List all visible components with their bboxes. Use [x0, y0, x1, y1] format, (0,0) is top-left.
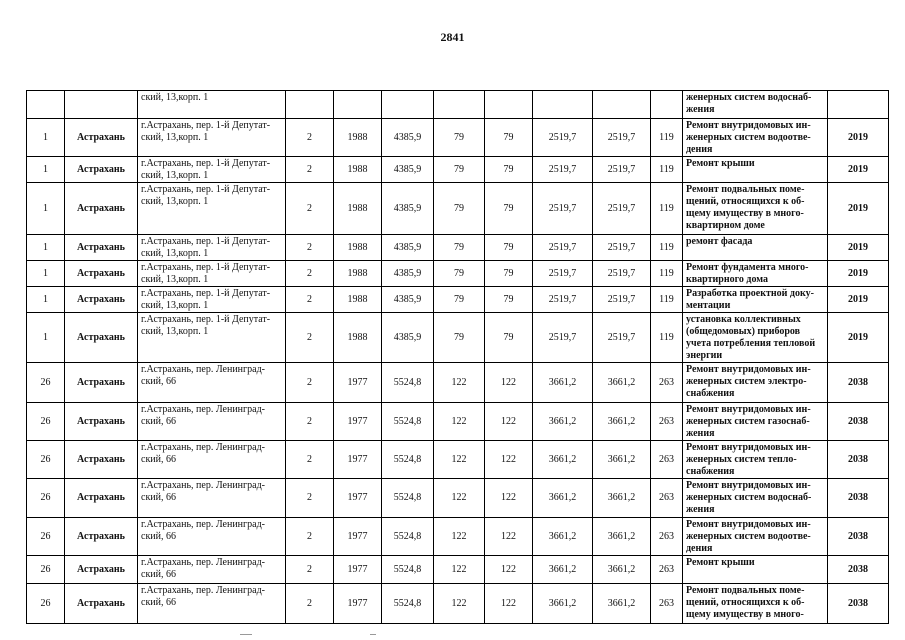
residents-cell: 119: [651, 261, 683, 287]
plan-year-cell: 2019: [828, 157, 889, 183]
address-line: ский, 66: [141, 597, 176, 608]
address-cell: [138, 235, 286, 261]
address-line: г.Астрахань, пер. 1-й Депутат-: [141, 236, 271, 247]
residents-cell: 119: [651, 157, 683, 183]
address-cell: [138, 403, 286, 441]
work-type-cell: [683, 584, 828, 624]
total-area-cell: 4385,9: [382, 119, 434, 157]
address-cell: [138, 313, 286, 363]
address-line: г.Астрахань, пер. Ленинград-: [141, 585, 265, 596]
address-line: г.Астрахань, пер. 1-й Депутат-: [141, 158, 271, 169]
num-cell: 1: [27, 119, 65, 157]
residents-cell: 263: [651, 518, 683, 556]
count-cell: 122: [434, 556, 485, 584]
area-cell: 3661,2: [593, 441, 651, 479]
residents-cell: 119: [651, 287, 683, 313]
work-type-line: установка коллективных: [686, 314, 801, 325]
count-cell: 122: [434, 584, 485, 624]
area-cell: 2519,7: [593, 261, 651, 287]
count-cell: 122: [485, 518, 533, 556]
count-cell: 122: [485, 441, 533, 479]
address-line: г.Астрахань, пер. 1-й Депутат-: [141, 314, 271, 325]
floors-cell: 2: [286, 157, 334, 183]
address-cell: [138, 183, 286, 235]
housing-repair-table: [26, 90, 889, 624]
area-cell: 3661,2: [593, 479, 651, 518]
plan-year-cell: 2038: [828, 363, 889, 403]
floors-cell: 2: [286, 479, 334, 518]
area-cell: 3661,2: [593, 403, 651, 441]
city-cell: Астрахань: [65, 403, 138, 441]
work-type-line: Ремонт внутридомовых ин-: [686, 120, 811, 131]
table-row: [27, 556, 889, 584]
area-cell: 2519,7: [593, 235, 651, 261]
work-type-line: (общедомовых) приборов: [686, 326, 801, 337]
plan-year-cell: 2038: [828, 518, 889, 556]
plan-year-cell: 2019: [828, 313, 889, 363]
plan-year-cell: 2038: [828, 556, 889, 584]
work-type-line: Ремонт фундамента много-: [686, 262, 809, 273]
total-area-cell: 5524,8: [382, 518, 434, 556]
count-cell: [485, 91, 533, 119]
address-line: ский, 13,корп. 1: [141, 92, 209, 103]
work-type-line: щему имуществу в много-: [686, 208, 804, 219]
address-line: г.Астрахань, пер. 1-й Депутат-: [141, 184, 271, 195]
num-cell: 1: [27, 261, 65, 287]
city-cell: Астрахань: [65, 235, 138, 261]
work-type-cell: [683, 157, 828, 183]
address-line: ский, 66: [141, 531, 176, 542]
area-cell: 3661,2: [593, 556, 651, 584]
residents-cell: 119: [651, 235, 683, 261]
work-type-line: Ремонт внутридомовых ин-: [686, 404, 811, 415]
count-cell: 79: [434, 119, 485, 157]
count-cell: 122: [434, 403, 485, 441]
num-cell: 26: [27, 518, 65, 556]
work-type-line: щений, относящихся к об-: [686, 196, 805, 207]
work-type-line: Ремонт крыши: [686, 158, 755, 169]
address-line: г.Астрахань, пер. Ленинград-: [141, 557, 265, 568]
address-cell: [138, 261, 286, 287]
address-line: г.Астрахань, пер. Ленинград-: [141, 480, 265, 491]
address-line: ский, 66: [141, 416, 176, 427]
table-row: [27, 287, 889, 313]
table-row: [27, 479, 889, 518]
built-year-cell: 1977: [334, 363, 382, 403]
residents-cell: 263: [651, 584, 683, 624]
work-type-line: жения: [686, 428, 715, 439]
area-cell: [533, 91, 593, 119]
area-cell: 2519,7: [533, 157, 593, 183]
table-row: [27, 157, 889, 183]
work-type-line: квартирного дома: [686, 274, 768, 285]
built-year-cell: 1988: [334, 183, 382, 235]
built-year-cell: 1988: [334, 157, 382, 183]
work-type-cell: [683, 518, 828, 556]
table-body: [27, 91, 889, 624]
built-year-cell: 1988: [334, 287, 382, 313]
num-cell: 26: [27, 441, 65, 479]
work-type-line: ментации: [686, 300, 731, 311]
work-type-cell: [683, 441, 828, 479]
work-type-cell: [683, 119, 828, 157]
address-cell: [138, 518, 286, 556]
address-line: ский, 13,корп. 1: [141, 132, 209, 143]
count-cell: 122: [485, 556, 533, 584]
work-type-line: женерных систем водоотве-: [686, 132, 811, 143]
built-year-cell: [334, 91, 382, 119]
count-cell: 122: [485, 363, 533, 403]
residents-cell: 263: [651, 556, 683, 584]
work-type-line: энергии: [686, 350, 723, 361]
floors-cell: 2: [286, 261, 334, 287]
built-year-cell: 1977: [334, 556, 382, 584]
area-cell: 3661,2: [593, 363, 651, 403]
area-cell: 2519,7: [593, 183, 651, 235]
num-cell: 26: [27, 479, 65, 518]
table-row: [27, 584, 889, 624]
city-cell: Астрахань: [65, 518, 138, 556]
built-year-cell: 1977: [334, 518, 382, 556]
floors-cell: 2: [286, 518, 334, 556]
area-cell: 3661,2: [533, 518, 593, 556]
plan-year-cell: 2038: [828, 479, 889, 518]
work-type-line: Разработка проектной доку-: [686, 288, 814, 299]
built-year-cell: 1988: [334, 119, 382, 157]
count-cell: 79: [485, 157, 533, 183]
total-area-cell: 4385,9: [382, 313, 434, 363]
work-type-line: женерных систем тепло-: [686, 454, 797, 465]
residents-cell: 119: [651, 119, 683, 157]
address-line: г.Астрахань, пер. Ленинград-: [141, 404, 265, 415]
address-cell: [138, 119, 286, 157]
work-type-line: щему имуществу в много-: [686, 609, 804, 620]
work-type-line: ремонт фасада: [686, 236, 753, 247]
plan-year-cell: 2038: [828, 441, 889, 479]
table-row: [27, 441, 889, 479]
work-type-cell: [683, 313, 828, 363]
page-number: 2841: [440, 30, 465, 44]
area-cell: 2519,7: [593, 157, 651, 183]
num-cell: 1: [27, 183, 65, 235]
area-cell: 2519,7: [533, 313, 593, 363]
count-cell: 79: [485, 287, 533, 313]
built-year-cell: 1977: [334, 441, 382, 479]
work-type-line: снабжения: [686, 466, 735, 477]
address-cell: [138, 157, 286, 183]
total-area-cell: 4385,9: [382, 183, 434, 235]
floors-cell: 2: [286, 235, 334, 261]
table-row: [27, 518, 889, 556]
floors-cell: 2: [286, 287, 334, 313]
residents-cell: 263: [651, 479, 683, 518]
total-area-cell: 5524,8: [382, 479, 434, 518]
total-area-cell: 4385,9: [382, 157, 434, 183]
plan-year-cell: 2019: [828, 119, 889, 157]
built-year-cell: 1977: [334, 584, 382, 624]
city-cell: Астрахань: [65, 556, 138, 584]
address-line: г.Астрахань, пер. 1-й Депутат-: [141, 288, 271, 299]
work-type-line: снабжения: [686, 388, 735, 399]
table-row: [27, 235, 889, 261]
count-cell: 79: [485, 119, 533, 157]
address-cell: [138, 441, 286, 479]
work-type-line: Ремонт внутридомовых ин-: [686, 519, 811, 530]
address-line: ский, 66: [141, 376, 176, 387]
floors-cell: 2: [286, 441, 334, 479]
floors-cell: 2: [286, 556, 334, 584]
built-year-cell: 1977: [334, 403, 382, 441]
address-line: г.Астрахань, пер. 1-й Депутат-: [141, 262, 271, 273]
plan-year-cell: 2019: [828, 287, 889, 313]
work-type-cell: [683, 91, 828, 119]
address-cell: [138, 363, 286, 403]
num-cell: 26: [27, 403, 65, 441]
area-cell: 3661,2: [593, 584, 651, 624]
scan-mark: [240, 634, 252, 635]
city-cell: Астрахань: [65, 119, 138, 157]
floors-cell: 2: [286, 313, 334, 363]
count-cell: 79: [434, 157, 485, 183]
area-cell: 3661,2: [533, 584, 593, 624]
work-type-cell: [683, 183, 828, 235]
total-area-cell: 5524,8: [382, 403, 434, 441]
floors-cell: 2: [286, 584, 334, 624]
area-cell: 2519,7: [533, 183, 593, 235]
work-type-line: женерных систем газоснаб-: [686, 416, 810, 427]
address-line: ский, 66: [141, 492, 176, 503]
floors-cell: 2: [286, 363, 334, 403]
work-type-cell: [683, 403, 828, 441]
table-row: [27, 261, 889, 287]
work-type-line: жения: [686, 104, 715, 115]
count-cell: 79: [485, 183, 533, 235]
city-cell: Астрахань: [65, 313, 138, 363]
address-line: ский, 13,корп. 1: [141, 248, 209, 259]
area-cell: [593, 91, 651, 119]
count-cell: 79: [485, 235, 533, 261]
work-type-line: Ремонт внутридомовых ин-: [686, 364, 811, 375]
address-line: ский, 13,корп. 1: [141, 196, 209, 207]
count-cell: 79: [485, 313, 533, 363]
work-type-line: женерных систем водоотве-: [686, 531, 811, 542]
num-cell: 1: [27, 157, 65, 183]
work-type-line: дения: [686, 144, 713, 155]
count-cell: 79: [434, 183, 485, 235]
address-line: г.Астрахань, пер. Ленинград-: [141, 519, 265, 530]
count-cell: 79: [434, 287, 485, 313]
city-cell: Астрахань: [65, 479, 138, 518]
plan-year-cell: 2019: [828, 235, 889, 261]
plan-year-cell: 2038: [828, 403, 889, 441]
num-cell: 26: [27, 584, 65, 624]
city-cell: Астрахань: [65, 287, 138, 313]
address-cell: [138, 479, 286, 518]
address-line: г.Астрахань, пер. 1-й Депутат-: [141, 120, 271, 131]
work-type-cell: [683, 261, 828, 287]
address-line: г.Астрахань, пер. Ленинград-: [141, 364, 265, 375]
area-cell: 2519,7: [593, 119, 651, 157]
work-type-cell: [683, 479, 828, 518]
area-cell: 2519,7: [533, 287, 593, 313]
address-cell: [138, 287, 286, 313]
plan-year-cell: 2019: [828, 183, 889, 235]
work-type-line: Ремонт подвальных поме-: [686, 585, 805, 596]
city-cell: Астрахань: [65, 584, 138, 624]
city-cell: [65, 91, 138, 119]
count-cell: 79: [485, 261, 533, 287]
work-type-cell: [683, 235, 828, 261]
city-cell: Астрахань: [65, 363, 138, 403]
count-cell: 122: [485, 403, 533, 441]
num-cell: 1: [27, 313, 65, 363]
table-row: [27, 313, 889, 363]
residents-cell: 263: [651, 441, 683, 479]
work-type-line: щений, относящихся к об-: [686, 597, 805, 608]
residents-cell: 263: [651, 403, 683, 441]
city-cell: Астрахань: [65, 157, 138, 183]
count-cell: 79: [434, 235, 485, 261]
total-area-cell: 4385,9: [382, 235, 434, 261]
total-area-cell: 5524,8: [382, 556, 434, 584]
floors-cell: 2: [286, 403, 334, 441]
address-line: ский, 13,корп. 1: [141, 326, 209, 337]
work-type-line: женерных систем электро-: [686, 376, 807, 387]
area-cell: 3661,2: [533, 403, 593, 441]
count-cell: 122: [434, 441, 485, 479]
total-area-cell: 5524,8: [382, 584, 434, 624]
count-cell: [434, 91, 485, 119]
work-type-line: женерных систем водоснаб-: [686, 492, 812, 503]
address-line: г.Астрахань, пер. Ленинград-: [141, 442, 265, 453]
total-area-cell: [382, 91, 434, 119]
table-row: [27, 403, 889, 441]
area-cell: 3661,2: [533, 441, 593, 479]
city-cell: Астрахань: [65, 183, 138, 235]
table-row: [27, 91, 889, 119]
work-type-line: Ремонт внутридомовых ин-: [686, 480, 811, 491]
city-cell: Астрахань: [65, 261, 138, 287]
count-cell: 122: [485, 584, 533, 624]
plan-year-cell: 2019: [828, 261, 889, 287]
address-cell: [138, 556, 286, 584]
area-cell: 2519,7: [593, 287, 651, 313]
residents-cell: 263: [651, 363, 683, 403]
area-cell: 2519,7: [593, 313, 651, 363]
area-cell: 2519,7: [533, 119, 593, 157]
floors-cell: 2: [286, 183, 334, 235]
num-cell: 1: [27, 287, 65, 313]
area-cell: 3661,2: [533, 479, 593, 518]
work-type-line: дения: [686, 543, 713, 554]
table-row: [27, 363, 889, 403]
address-cell: [138, 584, 286, 624]
work-type-line: Ремонт крыши: [686, 557, 755, 568]
count-cell: 122: [434, 479, 485, 518]
plan-year-cell: [828, 91, 889, 119]
residents-cell: 119: [651, 313, 683, 363]
city-cell: Астрахань: [65, 441, 138, 479]
area-cell: 3661,2: [533, 363, 593, 403]
address-line: ский, 66: [141, 569, 176, 580]
address-line: ский, 13,корп. 1: [141, 274, 209, 285]
area-cell: 3661,2: [533, 556, 593, 584]
work-type-line: квартирном доме: [686, 220, 765, 231]
num-cell: 26: [27, 363, 65, 403]
built-year-cell: 1977: [334, 479, 382, 518]
work-type-line: Ремонт подвальных поме-: [686, 184, 805, 195]
built-year-cell: 1988: [334, 235, 382, 261]
count-cell: 79: [434, 261, 485, 287]
area-cell: 2519,7: [533, 235, 593, 261]
address-cell: [138, 91, 286, 119]
count-cell: 122: [434, 363, 485, 403]
built-year-cell: 1988: [334, 261, 382, 287]
work-type-cell: [683, 363, 828, 403]
plan-year-cell: 2038: [828, 584, 889, 624]
table-row: [27, 183, 889, 235]
num-cell: 26: [27, 556, 65, 584]
address-line: ский, 13,корп. 1: [141, 170, 209, 181]
count-cell: 122: [485, 479, 533, 518]
num-cell: 1: [27, 235, 65, 261]
work-type-line: учета потребления тепловой: [686, 338, 816, 349]
total-area-cell: 5524,8: [382, 441, 434, 479]
scan-mark: [370, 634, 376, 635]
num-cell: [27, 91, 65, 119]
residents-cell: 119: [651, 183, 683, 235]
work-type-cell: [683, 556, 828, 584]
table-row: [27, 119, 889, 157]
floors-cell: 2: [286, 119, 334, 157]
work-type-line: женерных систем водоснаб-: [686, 92, 812, 103]
work-type-cell: [683, 287, 828, 313]
total-area-cell: 5524,8: [382, 363, 434, 403]
area-cell: 2519,7: [533, 261, 593, 287]
total-area-cell: 4385,9: [382, 261, 434, 287]
address-line: ский, 66: [141, 454, 176, 465]
count-cell: 122: [434, 518, 485, 556]
total-area-cell: 4385,9: [382, 287, 434, 313]
residents-cell: [651, 91, 683, 119]
built-year-cell: 1988: [334, 313, 382, 363]
address-line: ский, 13,корп. 1: [141, 300, 209, 311]
area-cell: 3661,2: [593, 518, 651, 556]
count-cell: 79: [434, 313, 485, 363]
work-type-line: Ремонт внутридомовых ин-: [686, 442, 811, 453]
work-type-line: жения: [686, 504, 715, 515]
floors-cell: [286, 91, 334, 119]
